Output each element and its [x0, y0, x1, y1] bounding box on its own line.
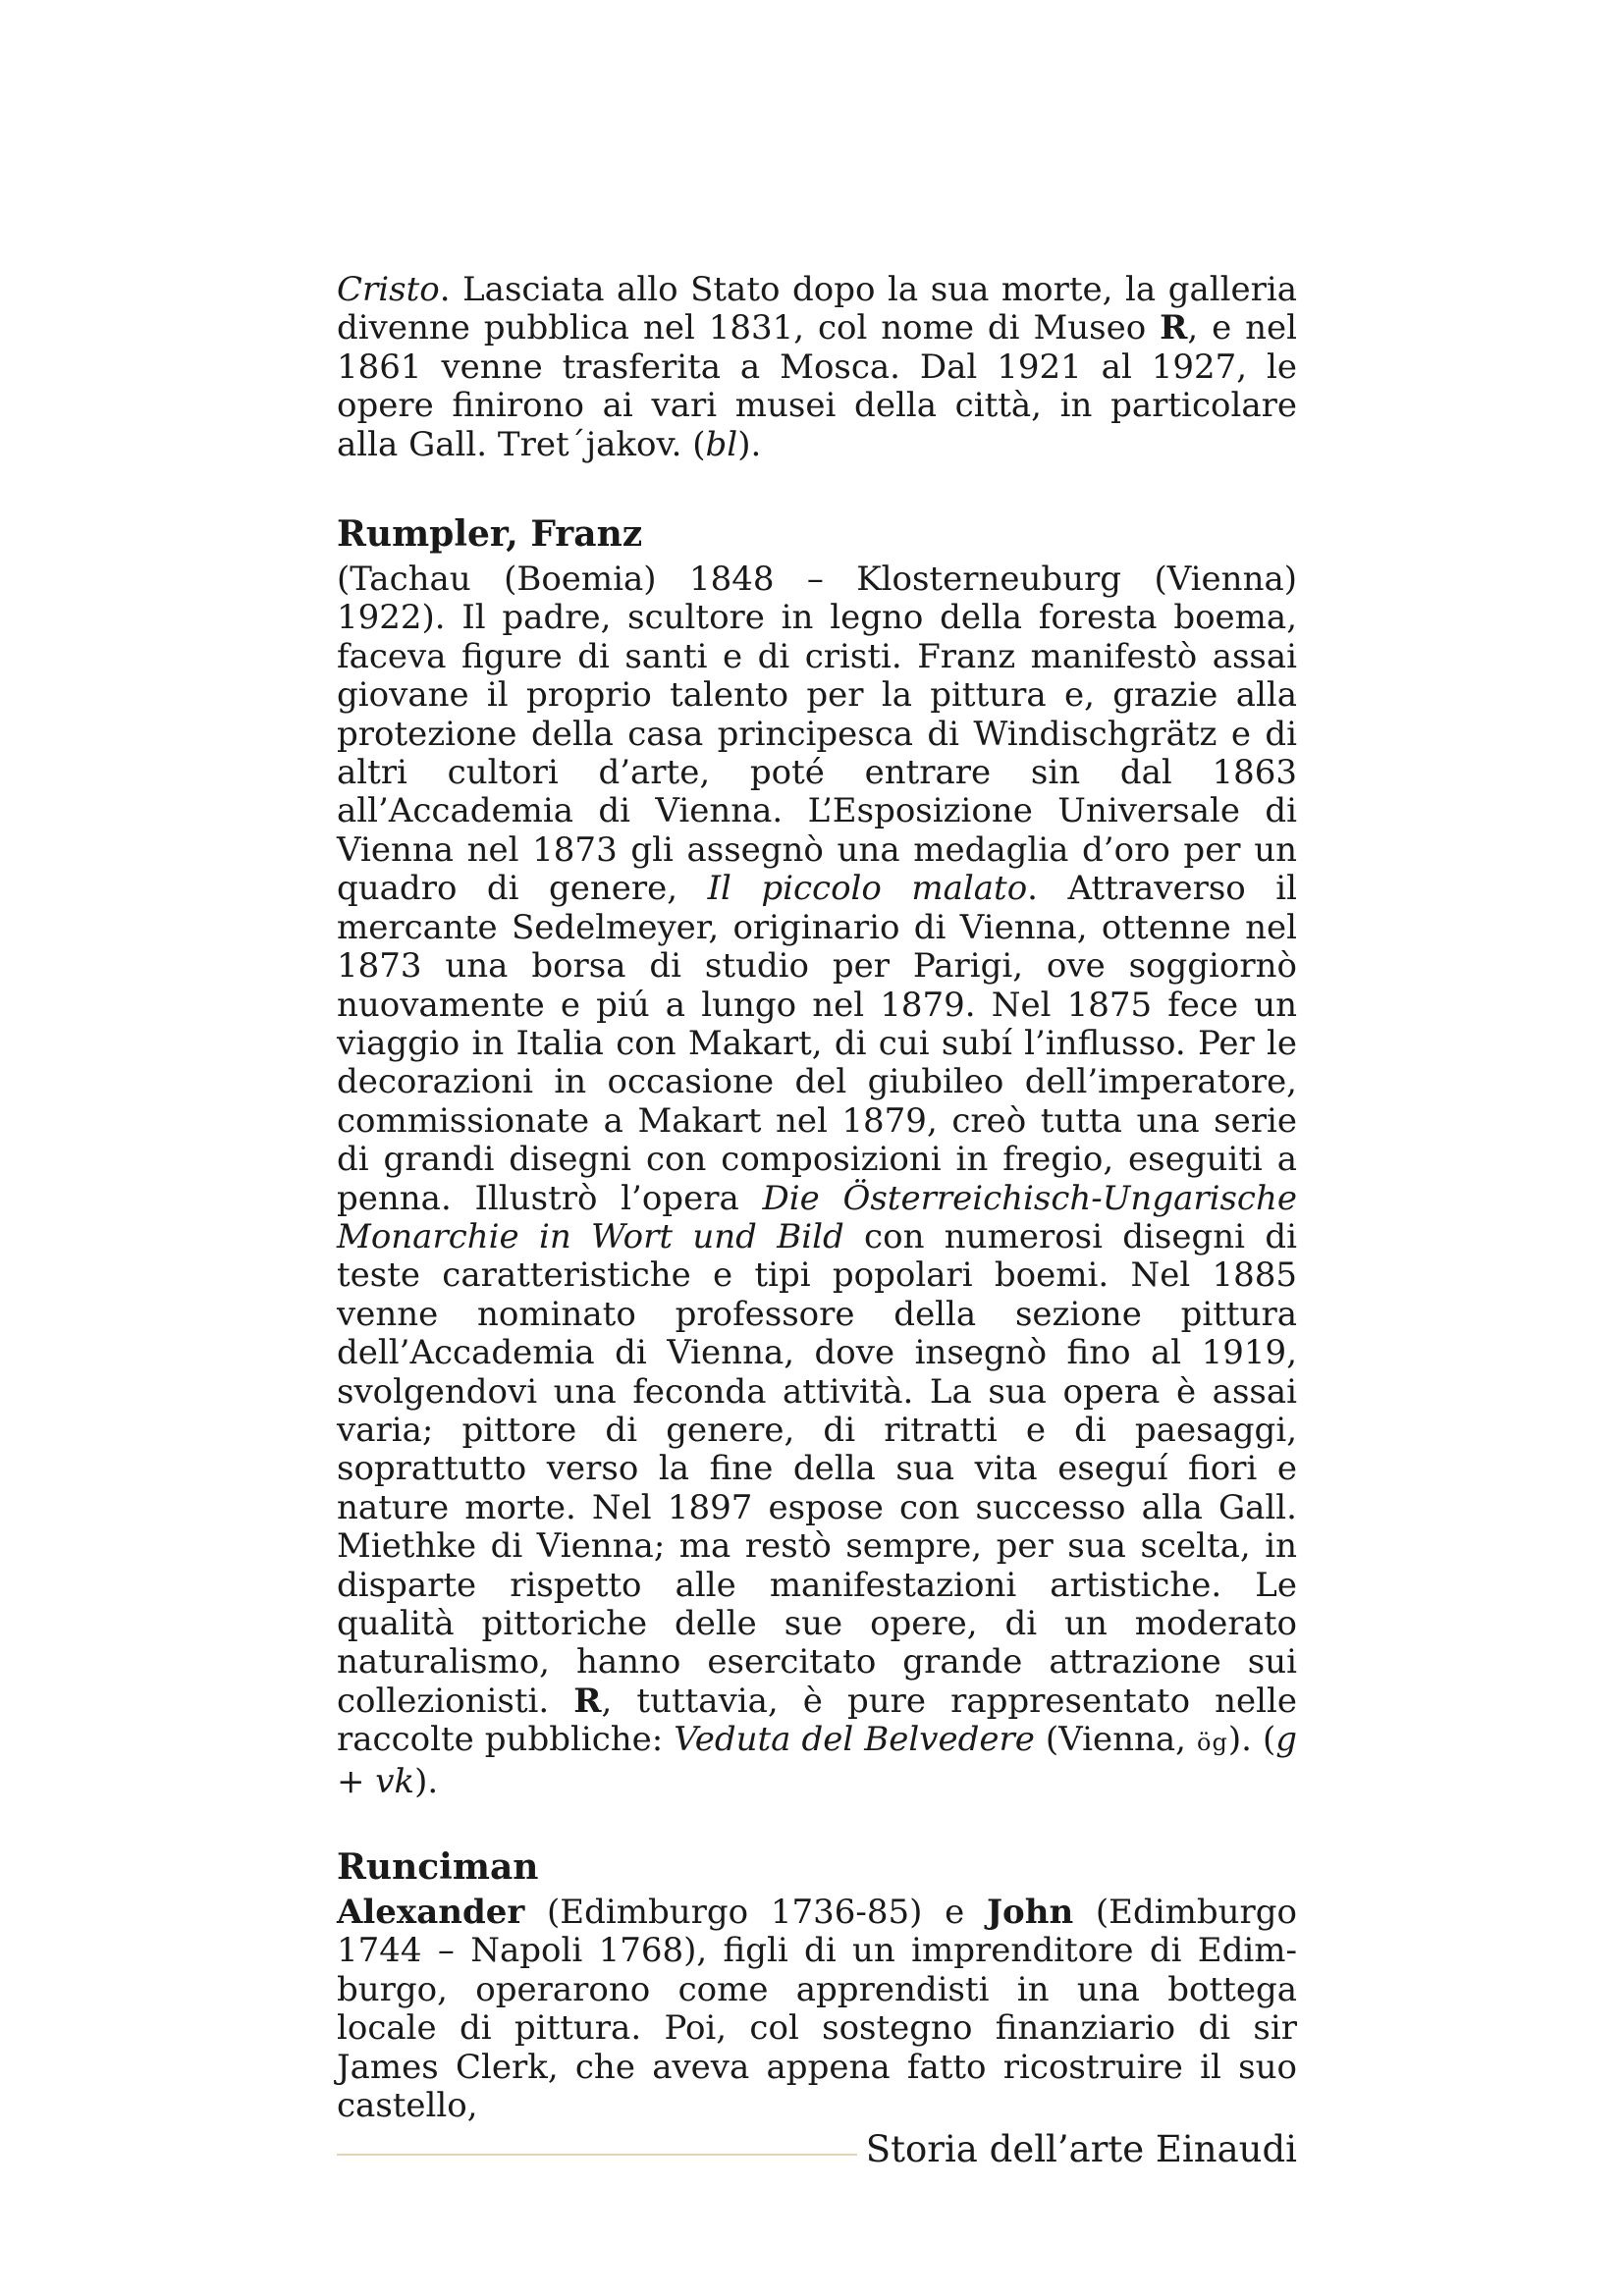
page-body	[337, 271, 1297, 2125]
text-run: . Lasciata allo Stato dopo la sua morte, la galleria divenne pubblica nel 1831, col nome di Museo	[337, 270, 1297, 348]
text-run: con numerosi disegni di teste caratteristiche e tipi popolari boemi. Nel 1885 venne nominato professore della sezione pittura dell’Accademia di Vienna, dove insegnò fino al 1919, svolgendovi una feconda attività. La sua opera è assai varia; pittore di genere, di ritratti e di paesaggi, soprattutto verso la fine della sua vita eseguí fiori e nature morte. Nel 1897 espose con successo alla Gall. Miethke di Vienna; ma restò sempre, per sua scelta, in disparte rispetto alle manifestazioni artistiche. Le qualità pittoriche delle sue opere, di un moderato naturalismo, hanno esercitato grande attrazione sui collezionisti.	[337, 1216, 1297, 1721]
work-title: Die Österreichisch-Ungarische Monarchie in Wort und Bild	[337, 1178, 1297, 1256]
author-initials: bl	[705, 424, 738, 464]
work-title: Cristo	[337, 270, 440, 309]
text-run: (Edimburgo 1736-85) e	[524, 1893, 987, 1933]
footer-rule	[337, 2154, 857, 2156]
artist-name: Alexander	[337, 1893, 525, 1933]
museum-abbreviation: ög	[1197, 1729, 1228, 1757]
intro-paragraph	[337, 271, 1297, 464]
artist-name: John	[986, 1893, 1074, 1933]
page-footer	[337, 2124, 1297, 2183]
entry-heading-runciman: Runciman	[337, 1846, 539, 1889]
text-run: . Attraverso il mercante Sedelmeyer, originario di Vienna, ottenne nel 1873 una borsa di studio per Parigi, ove soggiornò nuovamente e piú a lungo nel 1879. Nel 1875 fece un viaggio in Italia con Makart, di cui subí l’influsso. Per le decorazioni in occasione del giubileo dell’imperatore, commissionate a Makart nel 1879, creò tutta una serie di grandi disegni con composizioni in fregio, eseguiti a penna. Illustrò l’opera	[337, 869, 1297, 1218]
text-run: , e nel 1861 venne trasferita a Mosca. Dal 1921 al 1927, le opere finirono ai vari musei della città, in particolare alla Gall. Tret´jakov. (	[337, 308, 1298, 464]
text-run: (Edimburgo 1744 – Napoli 1768), figli di un imprenditore di Edimburgo, operarono come apprendisti in una bottega locale di pittura. Poi, col sostegno finanziario di sir James Clerk, che aveva appena fatto ricostruire il suo castello,	[337, 1893, 1298, 2126]
text-run: ).	[414, 1761, 439, 1801]
text-run: (Vienna,	[1034, 1720, 1198, 1760]
entry-body-runciman	[337, 1894, 1297, 2125]
entry-initial: R	[1160, 308, 1188, 348]
text-run: ). (	[1227, 1720, 1276, 1760]
author-initials: g + vk	[337, 1720, 1297, 1801]
entry-body-rumpler	[337, 561, 1297, 1801]
work-title: Il piccolo malato	[707, 869, 1028, 909]
text-run: , tuttavia, è pure rappresentato nelle raccolte pubbliche:	[337, 1681, 1298, 1760]
entry-heading-rumpler: Rumpler, Franz	[337, 513, 643, 556]
text-run: ).	[737, 424, 762, 464]
entry-initial: R	[573, 1681, 602, 1721]
text-run: (Tachau (Boemia) 1848 – Klosterneuburg (Vienna) 1922). Il padre, scultore in legno della foresta boema, faceva figure di santi e di cristi. Franz manifestò assai giovane il proprio talento per la pittura e, grazie alla protezione della casa principesca di Windischgrätz e di altri cultori d’arte, poté entrare sin dal 1863 all’Accademia di Vienna. L’Esposizione Universale di Vienna nel 1873 gli assegnò una medaglia d’oro per un quadro di genere,	[337, 560, 1297, 909]
work-title: Veduta del Belvedere	[674, 1720, 1035, 1760]
footer-title: Storia dell’arte Einaudi	[865, 2128, 1297, 2170]
